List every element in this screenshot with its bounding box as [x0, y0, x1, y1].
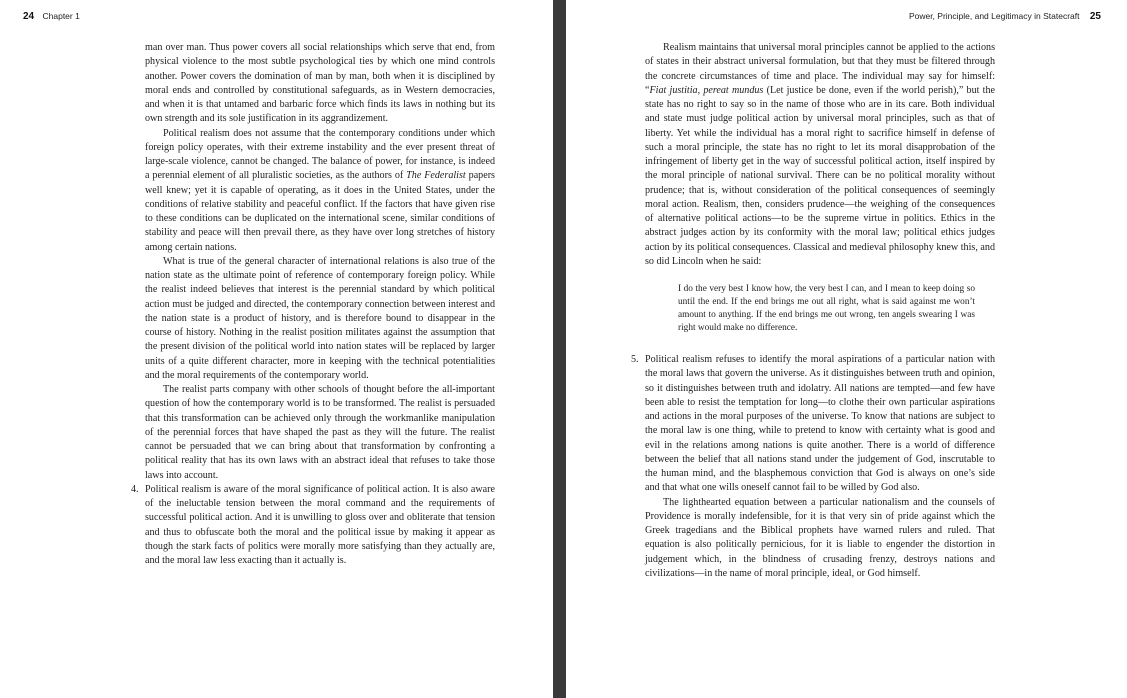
paragraph [645, 41, 995, 269]
paragraph-text: What is true of the general character of international relations is also true of the nation state as the ultimate point of reference of contemporary foreign policy. While the realist indeed believes that interest is the perennial standard by which political action must be judged and directed, the contemporary connection between interest and the nation state is a product of history, and is therefore bound to disappear in the course of history. Nothing in the realist position militates against the assumption that the present division of the political world into nation states will be replaced by larger units of a quite different character, more in keeping with the technical potentialities and the moral requirements of the contemporary world. [145, 255, 495, 381]
latin-quote: Fiat justitia, pereat mundus [649, 84, 764, 96]
left-page [0, 0, 553, 698]
paragraph-text: Realism maintains that universal moral principles cannot be applied to the actions of states in their abstract universal formulation, but that they must be filtered through the concrete circumstances of time and place. The individual may say for himself: “ [645, 42, 995, 96]
paragraph-text: Political realism refuses to identify the moral aspirations of a particular nation with the moral laws that govern the universe. As it distinguishes between truth and opinion, so it distinguishes between truth and idolatry. All nations are tempted—and few have been able to resist the temptation for long—to clothe their own particular aspirations and actions in the moral purposes of the universe. To know that nations are subject to the moral law is one thing, while to pretend to know with certainty what is good and evil in the relations among nations is quite another. There is a world of difference between the belief that all nations stand under the judgement of God, inscrutable to the human mind, and the blasphemous conviction that God is always on one’s side and that what one wills oneself cannot fail to be willed by God also. [645, 354, 995, 494]
paragraph [145, 127, 495, 255]
paragraph [145, 41, 495, 127]
principle-number: 4. [131, 483, 139, 495]
paragraph-text: man over man. Thus power covers all social relationships which serve that end, from physical violence to the most subtle psychological ties by which one mind controls another. Power covers the domination of man by man, both when it is disciplined by moral ends and controlled by constitutional safeguards, as in Western democracies, and when it is that untamed and barbaric force which finds its laws in nothing but its own strength and its sole justification in its aggrandizement. [145, 42, 495, 125]
paragraph [645, 496, 995, 582]
paragraph-text: The realist parts company with other schools of thought before the all-important question of how the contemporary world is to be transformed. The realist is persuaded that this transformation can be achieved only through the workmanlike manipulation of the perennial forces that have shaped the past as they will the future. The realist cannot be persuaded that we can bring about that transformation by confronting a political reality that has its own laws with an abstract ideal that refuses to take those laws into account. [145, 384, 495, 481]
chapter-title: Chapter 1 [42, 11, 80, 21]
chapter-title: Power, Principle, and Legitimacy in Statecraft [908, 11, 1080, 21]
numbered-principle [131, 483, 495, 569]
italic-title: The Federalist [406, 170, 466, 182]
right-body-text [631, 41, 995, 581]
paragraph-text: Political realism is aware of the moral significance of political action. It is also aware of the ineluctable tension between the moral command and the requirements of successful political action. And it is unwilling to gloss over and obliterate that tension and thus to obfuscate both the moral and the political issue by making it appear as though the stark facts of politics were morally more satisfying than they actually are, and the moral law less exacting than it actually is. [145, 483, 495, 566]
paragraph-text: papers well knew; yet it is capable of operating, as it does in the United States, under the conditions of relative stability and peaceful conflict. If the factors that have given rise to these conditions can be duplicated on the international scene, similar conditions of stability and peace will then prevail there, as they have over long stretches of history among certain nations. [145, 170, 495, 253]
left-body-text [131, 41, 495, 568]
paragraph-text: The lighthearted equation between a particular nationalism and the counsels of Providence is morally indefensible, for it is that very sin of pride against which the Greek tragedians and the Biblical prophets have warned rulers and ruled. That equation is also politically pernicious, for it is liable to engender the distortion in judgement which, in the blindness of crusading frenzy, destroys nations and civilizations—in the name of moral principle, ideal, or God himself. [645, 496, 995, 579]
principle-number: 5. [631, 354, 639, 365]
paragraph-text: Political realism does not assume that the contemporary conditions under which foreign policy operates, with their extreme instability and the ever present threat of large-scale violence, cannot be changed. The balance of power, for instance, is indeed a perennial element of all pluralistic societies, as the authors of [145, 127, 495, 182]
numbered-principle [631, 353, 995, 496]
right-running-head [909, 11, 1101, 22]
page-number: 24 [23, 11, 35, 22]
quote-text: I do the very best I know how, the very best I can, and I mean to keep doing so until the end. If the end brings me out all right, what is said against me won’t amount to anything. If the end brings me out wrong, ten angels swearing I was right would make no difference. [678, 284, 975, 333]
page-number: 25 [1089, 11, 1101, 22]
left-running-head [23, 11, 80, 22]
paragraph-text: (Let justice be done, even if the world perish),” but the state has no right to say so in the name of those who are in its care. Both individual and state must judge political action by universal moral principles, such as that of liberty. Yet while the individual has a moral right to sacrifice himself in defense of such a moral principle, the state has no right to let its moral disapprobation of the infringement of liberty get in the way of successful political action, itself inspired by the moral principle of national survival. There can be no political morality without prudence; that is, without consideration of the political consequences of seemingly moral action. Realism, then, considers prudence—the weighing of the consequences of alternative political actions—to be the supreme virtue in politics. Ethics in the abstract judges action by its conformity with the moral law; political ethics judges action by its political consequences. Classical and medieval philosophy knew this, and so did Lincoln when he said: [645, 84, 995, 267]
book-gutter [553, 0, 566, 698]
block-quote [678, 283, 975, 335]
right-page [566, 0, 1127, 698]
paragraph [145, 383, 495, 483]
paragraph [145, 255, 495, 383]
